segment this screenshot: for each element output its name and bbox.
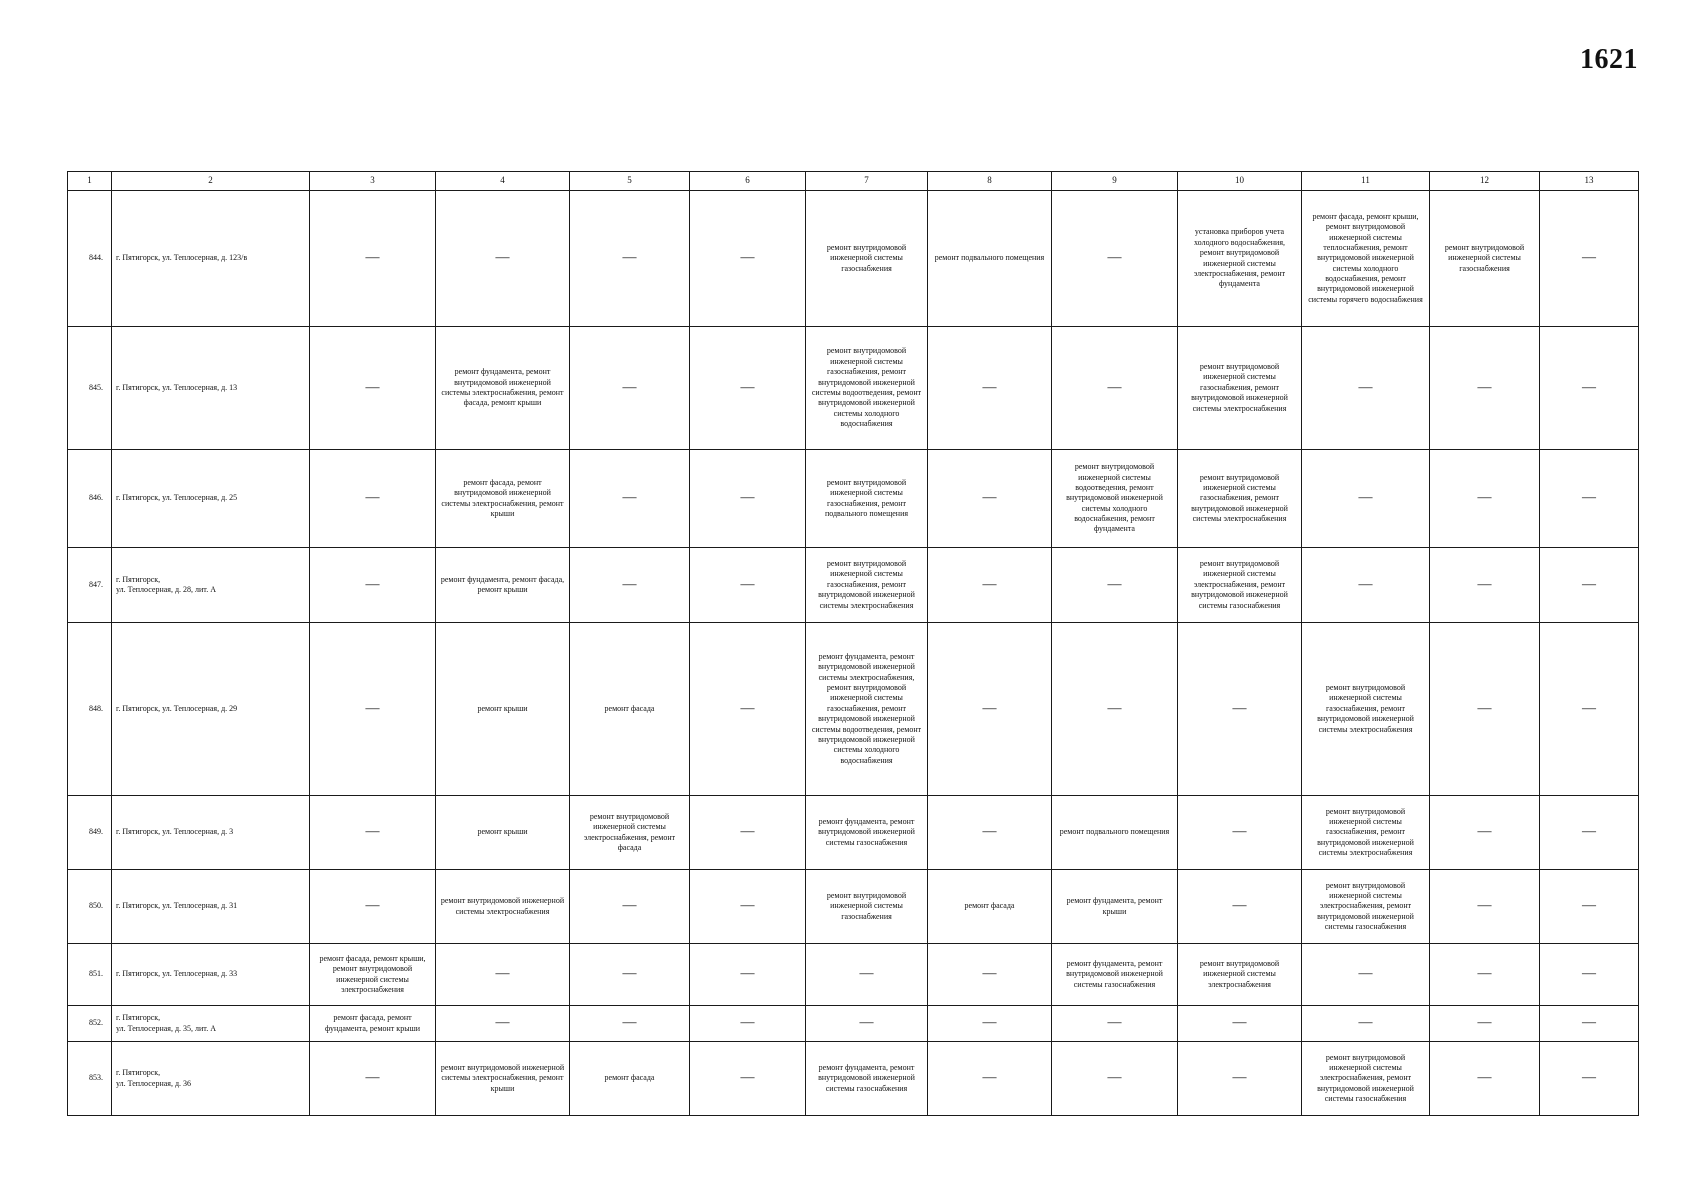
row-number-cell: 846.: [68, 450, 112, 548]
table-row: [68, 1042, 1639, 1116]
work-cell: —: [690, 327, 806, 450]
work-cell: —: [690, 870, 806, 944]
column-number-header-row: [68, 172, 1639, 191]
work-cell: —: [570, 450, 690, 548]
work-cell: —: [310, 870, 436, 944]
work-cell: —: [1540, 450, 1639, 548]
work-cell: —: [1178, 1006, 1302, 1042]
work-cell: —: [310, 623, 436, 796]
work-cell: —: [1430, 944, 1540, 1006]
address-cell: г. Пятигорск, ул. Теплосерная, д. 33: [112, 944, 310, 1006]
work-cell: —: [570, 1006, 690, 1042]
address-cell: г. Пятигорск, ул. Теплосерная, д. 29: [112, 623, 310, 796]
work-cell: ремонт внутридомовой инженерной системы газоснабжения: [806, 870, 928, 944]
work-cell: ремонт крыши: [436, 623, 570, 796]
work-cell: —: [1302, 944, 1430, 1006]
work-cell: ремонт внутридомовой инженерной системы водоотведения, ремонт внутридомовой инженерной системы холодного водоснабжения, ремонт фундамента: [1052, 450, 1178, 548]
work-cell: —: [690, 450, 806, 548]
work-cell: ремонт внутридомовой инженерной системы газоснабжения, ремонт внутридомовой инженерной системы электроснабжения: [1178, 450, 1302, 548]
work-cell: —: [1302, 327, 1430, 450]
column-header: 7: [806, 172, 928, 191]
work-cell: —: [436, 191, 570, 327]
work-cell: —: [570, 191, 690, 327]
work-cell: —: [1302, 548, 1430, 623]
work-cell: —: [1430, 1042, 1540, 1116]
page-number: 1621: [1580, 44, 1638, 75]
column-header: 2: [112, 172, 310, 191]
work-cell: ремонт фасада: [928, 870, 1052, 944]
work-cell: —: [570, 327, 690, 450]
column-header: 11: [1302, 172, 1430, 191]
work-cell: —: [1430, 450, 1540, 548]
table-row: [68, 870, 1639, 944]
address-cell: г. Пятигорск, ул. Теплосерная, д. 35, лит. А: [112, 1006, 310, 1042]
work-cell: —: [1052, 327, 1178, 450]
work-cell: ремонт фасада, ремонт крыши, ремонт внутридомовой инженерной системы теплоснабжения, ремонт внутридомовой инженерной системы холодного водоснабжения, ремонт внутридомовой инженерной системы горячего водоснабжения: [1302, 191, 1430, 327]
work-cell: ремонт внутридомовой инженерной системы электроснабжения, ремонт крыши: [436, 1042, 570, 1116]
work-cell: ремонт фасада, ремонт внутридомовой инженерной системы электроснабжения, ремонт крыши: [436, 450, 570, 548]
work-cell: —: [1430, 327, 1540, 450]
work-cell: ремонт крыши: [436, 796, 570, 870]
column-header: 10: [1178, 172, 1302, 191]
column-header: 3: [310, 172, 436, 191]
work-cell: —: [1540, 327, 1639, 450]
table-body: [68, 191, 1639, 1116]
work-cell: —: [1540, 623, 1639, 796]
address-cell: г. Пятигорск, ул. Теплосерная, д. 36: [112, 1042, 310, 1116]
work-cell: —: [1430, 548, 1540, 623]
row-number-cell: 848.: [68, 623, 112, 796]
work-cell: —: [1540, 796, 1639, 870]
work-cell: установка приборов учета холодного водоснабжения, ремонт внутридомовой инженерной системы электроснабжения, ремонт фундамента: [1178, 191, 1302, 327]
row-number-cell: 845.: [68, 327, 112, 450]
work-cell: —: [690, 796, 806, 870]
work-cell: ремонт фасада: [570, 623, 690, 796]
work-cell: ремонт фундамента, ремонт внутридомовой инженерной системы газоснабжения: [806, 1042, 928, 1116]
work-cell: —: [1540, 548, 1639, 623]
work-cell: ремонт подвального помещения: [928, 191, 1052, 327]
work-cell: ремонт внутридомовой инженерной системы газоснабжения: [1430, 191, 1540, 327]
work-cell: ремонт внутридомовой инженерной системы газоснабжения, ремонт внутридомовой инженерной системы электроснабжения: [806, 548, 928, 623]
work-cell: ремонт фундамента, ремонт внутридомовой инженерной системы электроснабжения, ремонт фасада, ремонт крыши: [436, 327, 570, 450]
column-header: 4: [436, 172, 570, 191]
column-header: 5: [570, 172, 690, 191]
work-cell: ремонт внутридомовой инженерной системы электроснабжения, ремонт внутридомовой инженерной системы газоснабжения: [1178, 548, 1302, 623]
work-cell: —: [1178, 1042, 1302, 1116]
work-cell: —: [1430, 623, 1540, 796]
table-row: [68, 548, 1639, 623]
work-cell: —: [1052, 548, 1178, 623]
row-number-cell: 849.: [68, 796, 112, 870]
work-cell: —: [1178, 870, 1302, 944]
work-cell: —: [690, 944, 806, 1006]
work-cell: —: [310, 327, 436, 450]
row-number-cell: 852.: [68, 1006, 112, 1042]
work-cell: —: [1540, 870, 1639, 944]
address-cell: г. Пятигорск, ул. Теплосерная, д. 13: [112, 327, 310, 450]
table-row: [68, 450, 1639, 548]
work-cell: —: [690, 548, 806, 623]
work-cell: ремонт фасада, ремонт крыши, ремонт внутридомовой инженерной системы электроснабжения: [310, 944, 436, 1006]
work-cell: —: [1178, 623, 1302, 796]
row-number-cell: 850.: [68, 870, 112, 944]
work-cell: —: [928, 623, 1052, 796]
work-cell: ремонт внутридомовой инженерной системы электроснабжения: [1178, 944, 1302, 1006]
work-cell: —: [1430, 1006, 1540, 1042]
work-cell: —: [1540, 944, 1639, 1006]
work-cell: ремонт фасада: [570, 1042, 690, 1116]
column-header: 6: [690, 172, 806, 191]
work-cell: —: [806, 1006, 928, 1042]
work-cell: —: [928, 1006, 1052, 1042]
work-cell: —: [928, 327, 1052, 450]
work-cell: —: [310, 796, 436, 870]
work-cell: —: [1052, 623, 1178, 796]
address-cell: г. Пятигорск, ул. Теплосерная, д. 123/в: [112, 191, 310, 327]
table-row: [68, 623, 1639, 796]
work-cell: ремонт фундамента, ремонт внутридомовой инженерной системы газоснабжения: [1052, 944, 1178, 1006]
work-cell: ремонт подвального помещения: [1052, 796, 1178, 870]
work-cell: —: [1302, 1006, 1430, 1042]
work-cell: —: [928, 548, 1052, 623]
work-cell: —: [570, 870, 690, 944]
work-cell: —: [436, 944, 570, 1006]
work-cell: —: [1178, 796, 1302, 870]
work-cell: —: [310, 450, 436, 548]
table-row: [68, 796, 1639, 870]
work-cell: ремонт внутридомовой инженерной системы газоснабжения, ремонт внутридомовой инженерной системы электроснабжения: [1178, 327, 1302, 450]
work-cell: ремонт внутридомовой инженерной системы газоснабжения, ремонт подвального помещения: [806, 450, 928, 548]
work-cell: ремонт внутридомовой инженерной системы электроснабжения, ремонт фасада: [570, 796, 690, 870]
work-cell: —: [690, 1042, 806, 1116]
address-cell: г. Пятигорск, ул. Теплосерная, д. 31: [112, 870, 310, 944]
table-row: [68, 327, 1639, 450]
column-header: 9: [1052, 172, 1178, 191]
table-row: [68, 191, 1639, 327]
row-number-cell: 853.: [68, 1042, 112, 1116]
column-header: 8: [928, 172, 1052, 191]
work-cell: —: [310, 191, 436, 327]
work-cell: ремонт фундамента, ремонт фасада, ремонт крыши: [436, 548, 570, 623]
work-cell: ремонт внутридомовой инженерной системы электроснабжения, ремонт внутридомовой инженерной системы газоснабжения: [1302, 870, 1430, 944]
work-cell: —: [1540, 1006, 1639, 1042]
work-cell: —: [1052, 1042, 1178, 1116]
work-cell: ремонт фундамента, ремонт внутридомовой инженерной системы газоснабжения: [806, 796, 928, 870]
work-cell: —: [928, 1042, 1052, 1116]
work-cell: ремонт фундамента, ремонт внутридомовой инженерной системы электроснабжения, ремонт внутридомовой инженерной системы газоснабжения, ремонт внутридомовой инженерной системы водоотведения, ремонт внутридомовой инженерной системы холодного водоснабжения: [806, 623, 928, 796]
work-cell: —: [806, 944, 928, 1006]
work-cell: ремонт внутридомовой инженерной системы газоснабжения, ремонт внутридомовой инженерной системы электроснабжения: [1302, 796, 1430, 870]
work-cell: —: [1052, 191, 1178, 327]
work-cell: —: [1052, 1006, 1178, 1042]
work-cell: —: [310, 548, 436, 623]
work-cell: —: [1540, 1042, 1639, 1116]
repair-registry-table: [67, 171, 1639, 1116]
work-cell: —: [1302, 450, 1430, 548]
column-header: 13: [1540, 172, 1639, 191]
row-number-cell: 851.: [68, 944, 112, 1006]
work-cell: ремонт фундамента, ремонт крыши: [1052, 870, 1178, 944]
work-cell: —: [570, 944, 690, 1006]
work-cell: —: [570, 548, 690, 623]
row-number-cell: 844.: [68, 191, 112, 327]
address-cell: г. Пятигорск, ул. Теплосерная, д. 28, лит. А: [112, 548, 310, 623]
work-cell: ремонт фасада, ремонт фундамента, ремонт крыши: [310, 1006, 436, 1042]
work-cell: —: [690, 623, 806, 796]
work-cell: ремонт внутридомовой инженерной системы электроснабжения, ремонт внутридомовой инженерной системы газоснабжения: [1302, 1042, 1430, 1116]
work-cell: —: [1540, 191, 1639, 327]
work-cell: —: [690, 1006, 806, 1042]
work-cell: ремонт внутридомовой инженерной системы электроснабжения: [436, 870, 570, 944]
work-cell: —: [690, 191, 806, 327]
work-cell: —: [928, 450, 1052, 548]
address-cell: г. Пятигорск, ул. Теплосерная, д. 25: [112, 450, 310, 548]
work-cell: —: [1430, 796, 1540, 870]
address-cell: г. Пятигорск, ул. Теплосерная, д. 3: [112, 796, 310, 870]
work-cell: ремонт внутридомовой инженерной системы газоснабжения, ремонт внутридомовой инженерной системы водоотведения, ремонт внутридомовой инженерной системы холодного водоснабжения: [806, 327, 928, 450]
work-cell: —: [928, 944, 1052, 1006]
table-row: [68, 944, 1639, 1006]
work-cell: —: [1430, 870, 1540, 944]
work-cell: —: [310, 1042, 436, 1116]
work-cell: —: [928, 796, 1052, 870]
column-header: 12: [1430, 172, 1540, 191]
work-cell: ремонт внутридомовой инженерной системы газоснабжения, ремонт внутридомовой инженерной системы электроснабжения: [1302, 623, 1430, 796]
work-cell: ремонт внутридомовой инженерной системы газоснабжения: [806, 191, 928, 327]
work-cell: —: [436, 1006, 570, 1042]
column-header: 1: [68, 172, 112, 191]
row-number-cell: 847.: [68, 548, 112, 623]
table-row: [68, 1006, 1639, 1042]
